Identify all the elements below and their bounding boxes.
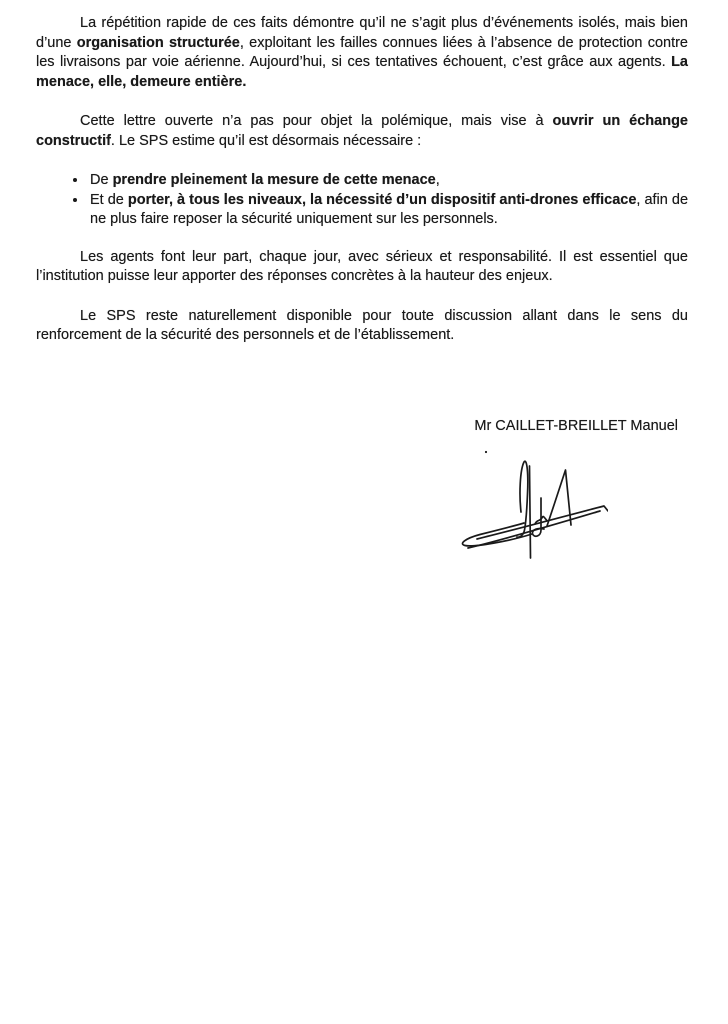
text-segment: , exploitant les failles connues liées à l’absence de protection contre les livraisons par voie aérienne. Aujourd’hui, si ces tentatives échouent, c’est grâce aux agents. — [36, 34, 688, 70]
text-segment: , afin de ne plus faire reposer la sécurité uniquement sur les personnels. — [90, 191, 689, 227]
letter-paragraph — [36, 14, 688, 92]
text-segment: Les agents font leur part, chaque jour, avec sérieux et responsabilité. Il est essentiel que l’institution puisse leur apporter des réponses concrètes à la hauteur des enjeux. — [36, 248, 688, 284]
letter-paragraph — [36, 307, 688, 346]
text-segment: . Le SPS estime qu’il est désormais nécessaire : — [110, 132, 422, 149]
text-segment: Le SPS reste naturellement disponible pour toute discussion allant dans le sens du renforcement de la sécurité des personnels et de l’établissement. — [36, 307, 688, 343]
bold-text-segment: porter, à tous les niveaux, la nécessité d’un dispositif anti-drones efficace — [127, 191, 637, 208]
bold-text-segment: organisation structurée — [76, 34, 240, 51]
text-segment: Cette lettre ouverte n’a pas pour objet la polémique, mais vise à — [80, 113, 553, 129]
signatory-name: Mr CAILLET-BREILLET Manuel — [474, 418, 678, 434]
text-segment: Et de — [90, 191, 128, 208]
signature-block — [0, 417, 728, 577]
bold-text-segment: La menace, elle, demeure entière. — [36, 54, 688, 90]
letter-paragraph — [36, 248, 688, 287]
letter-paragraph — [36, 112, 688, 151]
letter-body — [36, 14, 688, 366]
bold-text-segment: prendre pleinement la mesure de cette menace — [112, 172, 436, 188]
text-segment: La répétition rapide de ces faits démontre qu’il ne s’agit plus d’événements isolés, mais bien d’une — [36, 15, 688, 51]
bullet-item — [88, 191, 688, 230]
bold-text-segment: ouvrir un échange constructif — [36, 113, 688, 149]
bullet-list — [36, 171, 688, 230]
text-segment: De — [90, 172, 113, 188]
text-segment: , — [435, 172, 440, 188]
bullet-item — [88, 171, 688, 191]
handwritten-signature-icon — [458, 448, 608, 560]
